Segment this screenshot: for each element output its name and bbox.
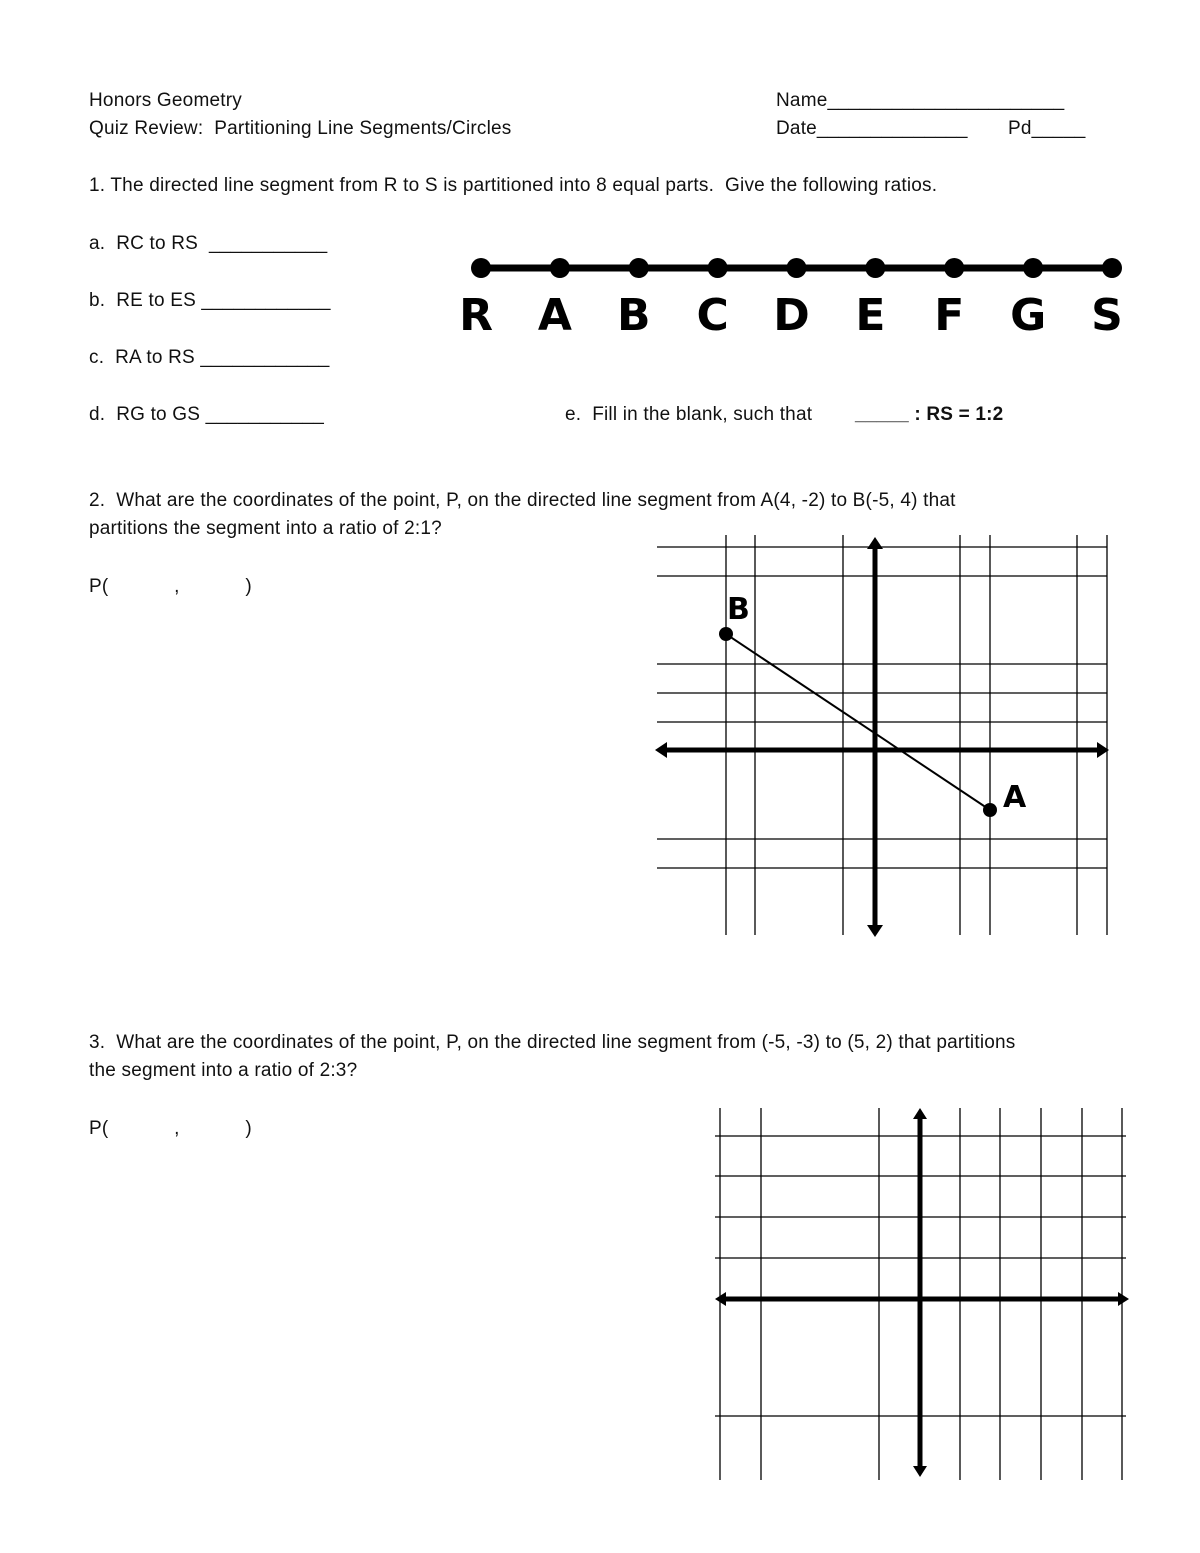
segment-label-a: A bbox=[537, 290, 572, 341]
q1-item-e-text: e. Fill in the blank, such that bbox=[565, 404, 813, 425]
q2-prompt-line2: partitions the segment into a ratio of 2:1? bbox=[89, 518, 442, 539]
segment-point-b bbox=[629, 258, 649, 278]
q1-item-e-answer: _____ : RS = 1:2 bbox=[855, 404, 1004, 425]
segment-point-g bbox=[1023, 258, 1043, 278]
q3-y-axis-top-arrow bbox=[913, 1108, 927, 1119]
segment-label-g: G bbox=[1010, 290, 1047, 341]
segment-point-a bbox=[550, 258, 570, 278]
q2-x-axis-left-arrow bbox=[655, 742, 667, 758]
segment-point-r bbox=[471, 258, 491, 278]
q2-answer-blank: P( , ) bbox=[89, 576, 252, 597]
q2-grid-lines bbox=[657, 535, 1107, 935]
q2-point-a-label: A bbox=[1003, 780, 1027, 815]
q3-answer-blank: P( , ) bbox=[89, 1118, 252, 1139]
q3-coordinate-grid bbox=[712, 1105, 1132, 1483]
q3-prompt-line1: 3. What are the coordinates of the point, P, on the directed line segment from (-5, -3) to (5, 2) that partitions bbox=[89, 1032, 1016, 1053]
q1-item-d: d. RG to GS ___________ bbox=[89, 404, 325, 425]
segment-point-e bbox=[865, 258, 885, 278]
q3-x-axis-right-arrow bbox=[1118, 1292, 1129, 1306]
quiz-subtitle: Quiz Review: Partitioning Line Segments/Circles bbox=[89, 118, 512, 139]
q3-prompt-line2: the segment into a ratio of 2:3? bbox=[89, 1060, 358, 1081]
segment-label-f: F bbox=[934, 290, 965, 341]
q2-y-axis-top-arrow bbox=[867, 537, 883, 549]
segment-label-c: C bbox=[696, 290, 729, 341]
q3-y-axis-bottom-arrow bbox=[913, 1466, 927, 1477]
q1-prompt: 1. The directed line segment from R to S is partitioned into 8 equal parts. Give the following ratios. bbox=[89, 175, 938, 196]
q2-point-a bbox=[983, 803, 997, 817]
segment-label-b: B bbox=[616, 290, 651, 341]
q2-point-b bbox=[719, 627, 733, 641]
q1-item-a: a. RC to RS ___________ bbox=[89, 233, 328, 254]
segment-point-s bbox=[1102, 258, 1122, 278]
q1-item-b: b. RE to ES ____________ bbox=[89, 290, 331, 311]
q2-y-axis-bottom-arrow bbox=[867, 925, 883, 937]
course-title: Honors Geometry bbox=[89, 90, 242, 111]
segment-label-d: D bbox=[773, 290, 810, 341]
q1-item-c: c. RA to RS ____________ bbox=[89, 347, 330, 368]
segment-point-f bbox=[944, 258, 964, 278]
partitioned-segment-figure bbox=[460, 250, 1140, 340]
period-field: Pd_____ bbox=[1008, 118, 1086, 139]
segment-label-s: S bbox=[1091, 290, 1123, 341]
q2-prompt-line1: 2. What are the coordinates of the point, P, on the directed line segment from A(4, -2) to B(-5, 4) that bbox=[89, 490, 956, 511]
q2-point-b-label: B bbox=[727, 592, 750, 627]
segment-point-c bbox=[708, 258, 728, 278]
segment-label-r: R bbox=[459, 290, 493, 341]
segment-label-e: E bbox=[855, 290, 886, 341]
segment-point-d bbox=[787, 258, 807, 278]
name-field: Name______________________ bbox=[776, 90, 1065, 111]
date-field: Date______________ bbox=[776, 118, 968, 139]
q2-coordinate-grid bbox=[655, 535, 1115, 940]
